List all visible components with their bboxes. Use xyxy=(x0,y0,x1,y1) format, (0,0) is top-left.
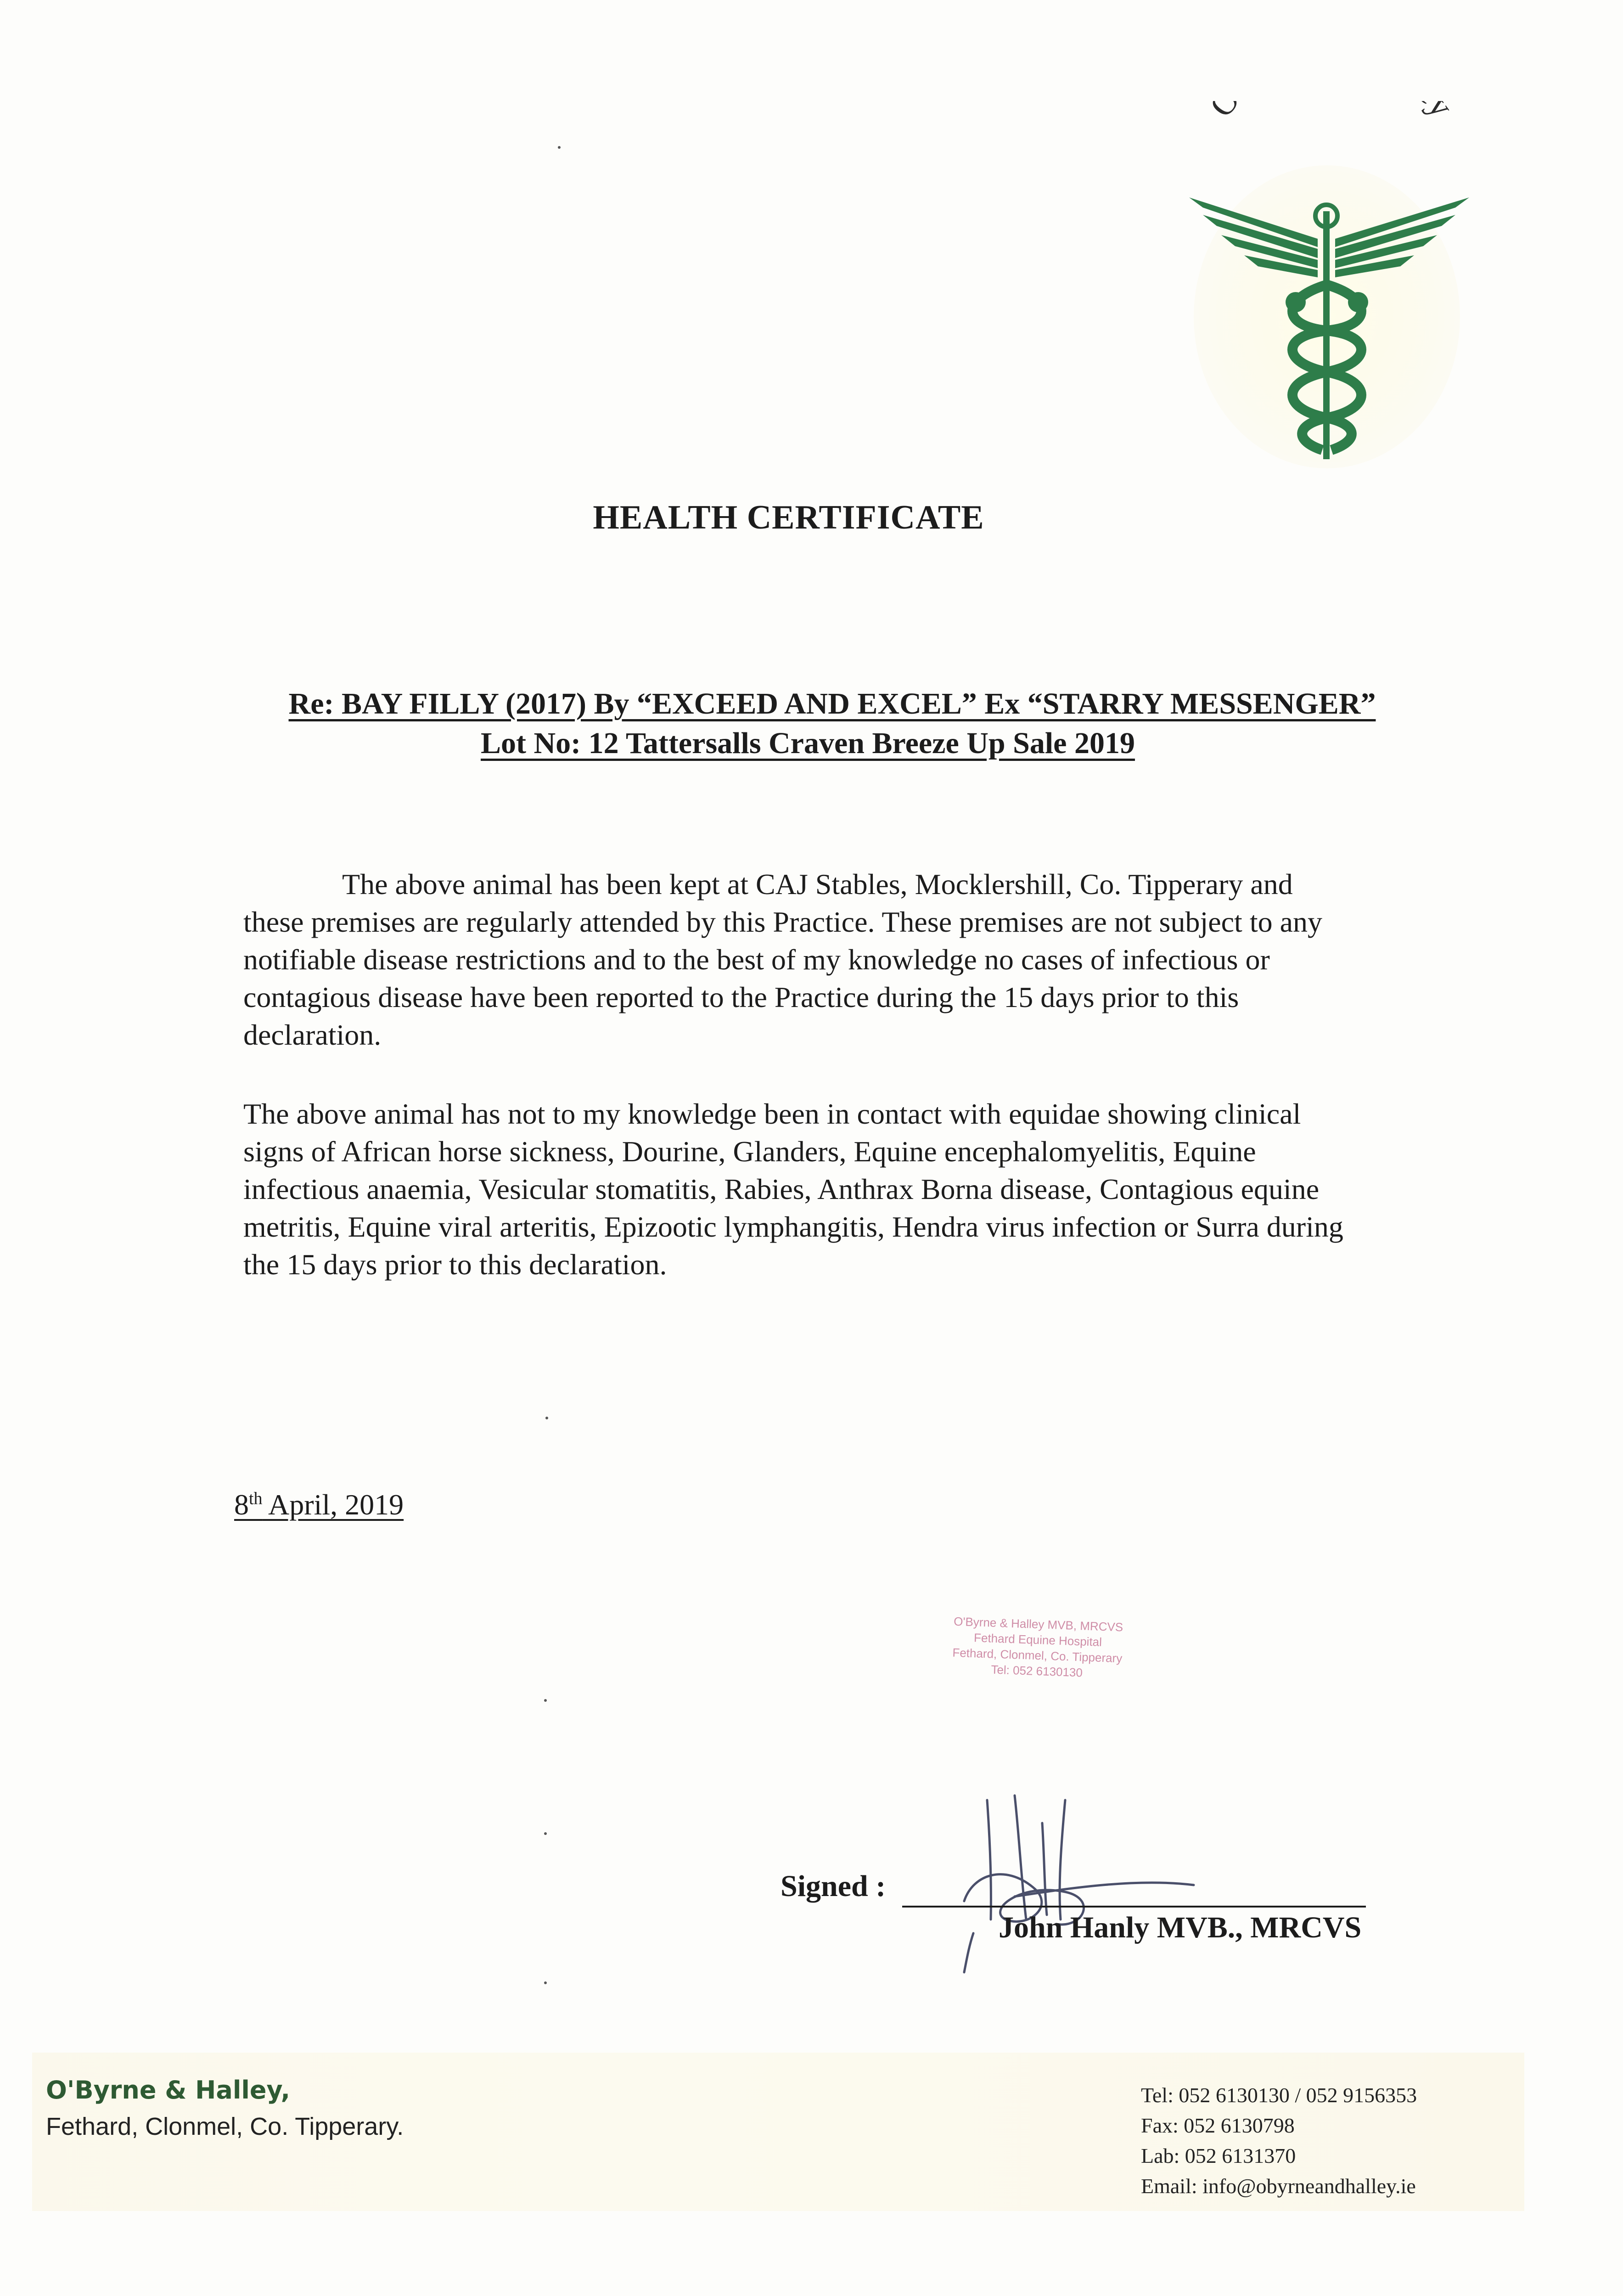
svg-text:O'Byrne & Halley: O y xyxy=(1202,101,1461,124)
footer-tel: Tel: 052 6130130 / 052 9156353 xyxy=(1141,2083,1417,2107)
scan-speck xyxy=(544,1832,547,1835)
contact-declaration-paragraph: The above animal has not to my knowledge been in contact with equidae showing clinical signs of African horse sickness, Dourine, Glanders, Equine encephalomyelitis, Equine infectious anaemia, Vesicular stomatitis, Rabies, Anthrax Borna disease, Contagious equine metritis, Equine viral arteritis, Epizootic lymphangitis, Hendra virus infection or Surra during the 15 days prior to this declaration. xyxy=(243,1097,1343,1281)
handwritten-signature xyxy=(946,1782,1203,1975)
footer-contact xyxy=(1141,2080,1417,2201)
footer-practice-name: O'Byrne & Halley, xyxy=(46,2076,290,2105)
scan-speck xyxy=(558,146,561,149)
practice-logo xyxy=(1175,101,1488,468)
stamp-line: Fethard, Clonmel, Co. Tipperary xyxy=(952,1645,1123,1666)
stamp-line: Fethard Equine Hospital xyxy=(973,1631,1102,1649)
subject-lot-line: Lot No: 12 Tattersalls Craven Breeze Up Sale 2019 xyxy=(481,726,1135,760)
practice-stamp xyxy=(936,1613,1140,1682)
footer-lab: Lab: 052 6131370 xyxy=(1141,2144,1296,2167)
caduceus-icon xyxy=(1175,101,1488,468)
date-rest: April, 2019 xyxy=(262,1488,404,1521)
signatory-name: John Hanly MVB., MRCVS xyxy=(999,1911,1362,1944)
scan-speck xyxy=(545,1417,548,1419)
stamp-line: Tel: 052 6130130 xyxy=(990,1662,1083,1680)
scan-speck xyxy=(544,1699,547,1702)
stamp-line: O'Byrne & Halley MVB, MRCVS xyxy=(953,1614,1123,1634)
signature-line xyxy=(902,1906,1366,1908)
footer-email: Email: info@obyrneandhalley.ie xyxy=(1141,2174,1416,2198)
scan-speck xyxy=(544,1981,547,1984)
subject-horse-line: Re: BAY FILLY (2017) By “EXCEED AND EXCEL” Ex “STARRY MESSENGER” xyxy=(288,687,1376,720)
certificate-title: HEALTH CERTIFICATE xyxy=(593,499,984,536)
subject-block xyxy=(0,684,1623,763)
date-ordinal: th xyxy=(249,1489,263,1508)
signed-label: Signed : xyxy=(781,1869,886,1903)
footer-address: Fethard, Clonmel, Co. Tipperary. xyxy=(46,2113,404,2140)
premises-paragraph: The above animal has been kept at CAJ Stables, Mocklershill, Co. Tipperary and these premises are regularly attended by this Practice. These premises are not subject to any notifiable disease restrictions and to the best of my knowledge no cases of infectious or contagious disease have been reported to the Practice during the 15 days prior to this declaration. xyxy=(243,868,1322,1051)
date-day: 8 xyxy=(234,1488,249,1521)
footer-fax: Fax: 052 6130798 xyxy=(1141,2114,1295,2137)
certificate-date xyxy=(234,1488,404,1522)
